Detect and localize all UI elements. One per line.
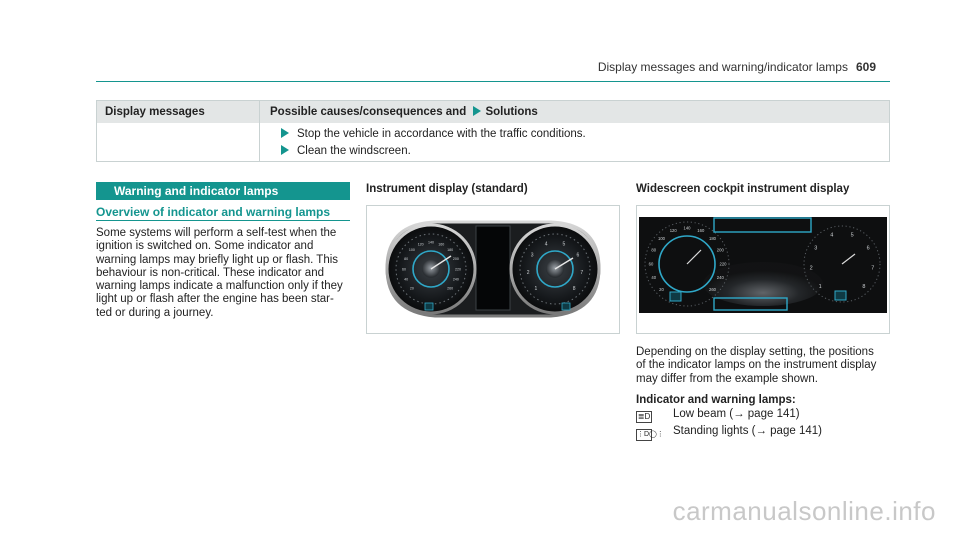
gauge-tick-label: 220	[719, 261, 727, 267]
lamp-label-text: Standing lights (	[673, 425, 756, 437]
table-header-display-messages: Display messages	[105, 106, 205, 118]
gauge-tick-label: 120	[669, 228, 677, 234]
gauge-tick-label: 40	[404, 277, 409, 282]
paragraph-line: light up or flash after the engine has been star-	[96, 293, 334, 306]
gauge-tick-label: 2	[526, 269, 530, 276]
gauge-tick-label: 20	[659, 286, 664, 292]
gauge-tick-label: 80	[404, 256, 409, 261]
gauge-tick-label: 8	[862, 283, 866, 290]
page-ref[interactable]: page 141)	[744, 408, 800, 420]
position-note	[636, 346, 896, 386]
gauge-tick-label: 8	[572, 285, 576, 292]
row-text: Clean the windscreen.	[297, 145, 411, 157]
gauge-tick-label: 3	[530, 252, 534, 259]
indicator-area-right	[835, 291, 846, 300]
paragraph-line: ted or during a journey.	[96, 306, 214, 319]
gauge-tick-label: 7	[871, 265, 875, 272]
display-messages-table	[96, 100, 890, 162]
paragraph-line: behaviour is non-critical. These indicator and	[96, 266, 324, 279]
gauge-tick-label: 260	[447, 286, 454, 291]
gauge-tick-label: 160	[697, 228, 705, 234]
gauge-tick-label: 20	[409, 286, 414, 291]
gauge-tick-label: 1	[534, 285, 538, 292]
gauge-tick-label: 6	[866, 245, 870, 252]
header-title: Display messages and warning/indicator lamps	[597, 60, 848, 74]
list-item	[636, 425, 822, 442]
gauge-tick-label: 40	[651, 275, 657, 281]
centre-display	[476, 226, 510, 310]
note-line: Depending on the display setting, the positions	[636, 346, 874, 358]
gauge-tick-label: 160	[438, 242, 445, 247]
gauge-tick-label: 220	[455, 267, 461, 272]
gauge-tick-label: 240	[452, 277, 459, 282]
lamp-label-text: Low beam (	[673, 408, 734, 420]
gauge-tick-label: 6	[576, 252, 580, 259]
table-column-divider	[259, 101, 260, 161]
gauge-tick-label: 60	[648, 261, 654, 267]
page-ref-arrow-icon: →	[733, 408, 745, 420]
gauge-tick-label: 100	[408, 248, 415, 253]
indicator-area-left	[670, 292, 681, 301]
solution-arrow-icon	[473, 106, 481, 116]
paragraph-line: warning lamps indicate a malfunction only if they	[96, 280, 343, 293]
gauge-tick-label: 2	[809, 265, 813, 272]
causes-header-text: Possible causes/consequences and	[270, 106, 467, 118]
low-beam-icon: ≣D	[637, 412, 651, 421]
section-title-bar: Warning and indicator lamps	[96, 182, 350, 200]
page-number: 609	[855, 60, 876, 74]
gauge-tick-label: 7	[580, 269, 584, 276]
page-ref-arrow-icon: →	[755, 425, 767, 437]
table-header-causes	[270, 106, 538, 118]
gauge-tick-label: 180	[447, 248, 454, 253]
gauge-tick-label: 200	[452, 256, 459, 261]
gauge-tick-label: 240	[716, 275, 724, 281]
subsection-rule	[96, 220, 350, 221]
page-ref[interactable]: page 141)	[766, 425, 822, 437]
widescreen-cluster-figure	[636, 205, 890, 334]
gauge-tick-label: 1	[818, 283, 822, 290]
gauge-tick-label: 120	[417, 242, 424, 247]
tachometer-gauge	[511, 225, 599, 313]
standard-cluster-illustration	[367, 206, 619, 333]
instrument-display-heading: Instrument display (standard)	[366, 183, 528, 195]
lamp-label	[673, 408, 800, 421]
table-row	[281, 128, 586, 140]
standard-cluster-figure	[366, 205, 620, 334]
subsection-title: Overview of indicator and warning lamps	[96, 205, 331, 219]
gauge-tick-label: 5	[850, 232, 854, 239]
gauge-tick-label: 4	[830, 232, 834, 239]
intro-paragraph	[96, 227, 352, 320]
lamp-list	[636, 408, 822, 442]
header-rule	[96, 81, 890, 82]
gauge-tick-label: 5	[562, 241, 566, 248]
standing-lights-icon: ⋮D◯⋮	[636, 429, 652, 441]
gauge-tick-label: 4	[544, 241, 548, 248]
widescreen-cluster-illustration	[637, 206, 889, 333]
widescreen-heading: Widescreen cockpit instrument display	[636, 183, 850, 195]
speedometer-gauge	[387, 225, 475, 313]
solutions-header-text: Solutions	[485, 106, 538, 118]
paragraph-line: ignition is switched on. Some indicator and	[96, 240, 314, 253]
watermark: carmanualsonline.info	[672, 496, 936, 526]
table-row	[281, 145, 411, 157]
step-arrow-icon	[281, 128, 289, 138]
gauge-tick-label: 140	[683, 225, 691, 231]
gauge-tick-label: 260	[709, 286, 716, 292]
note-line: may differ from the example shown.	[636, 372, 818, 385]
list-item	[636, 408, 800, 425]
gauge-tick-label: 200	[716, 247, 724, 253]
gauge-tick-label: 80	[651, 247, 657, 253]
lamp-label	[673, 425, 822, 438]
gauge-tick-label: 60	[402, 267, 406, 272]
lamps-heading: Indicator and warning lamps:	[636, 394, 796, 406]
gauge-tick-label: 180	[709, 236, 716, 241]
gauge-tick-label: 100	[658, 236, 665, 241]
gauge-tick-label: 140	[428, 240, 434, 245]
gauge-tick-label: 3	[814, 245, 818, 252]
step-arrow-icon	[281, 145, 289, 155]
paragraph-line: warning lamps may briefly light up or flash. This	[96, 253, 339, 266]
row-text: Stop the vehicle in accordance with the traffic conditions.	[297, 128, 586, 140]
note-line: of the indicator lamps on the instrument display	[636, 359, 877, 372]
paragraph-line: Some systems will perform a self-test when the	[96, 227, 337, 239]
running-header	[598, 60, 876, 74]
